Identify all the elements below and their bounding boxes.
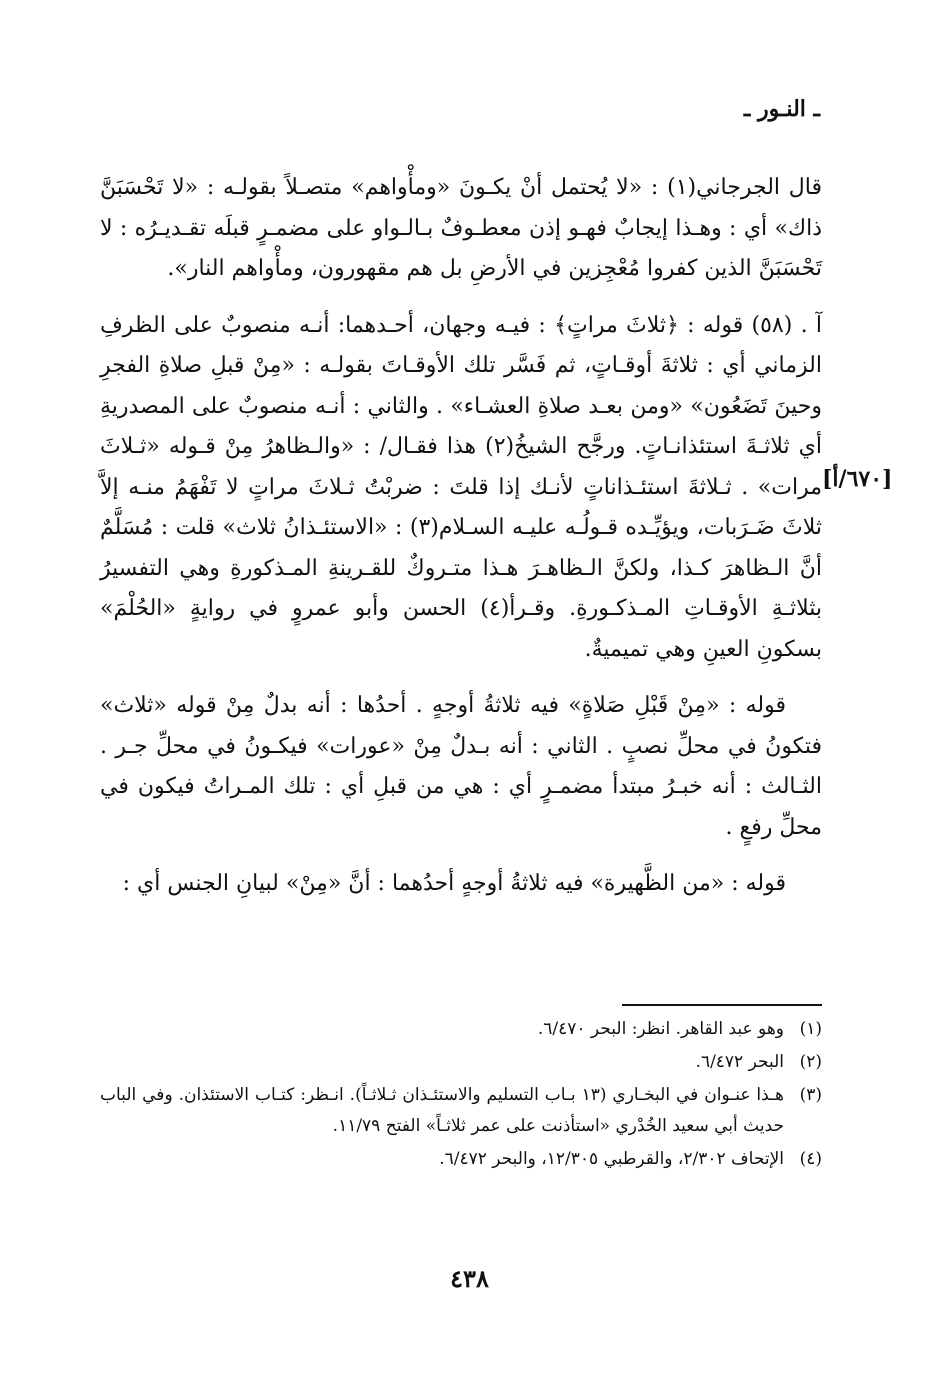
paragraph-verse-58: آ . (٥٨) قوله : ﴿ثلاثَ مراتٍ﴾ : فيـه وجهان، أحـدهما: أنـه منصوبٌ على الظرفِ الزماني أي : ثلاثةَ أوقـاتٍ، ثم فَسَّر تلك الأوقـاتَ بقولـه : «مِنْ قبلِ صلاةِ الفجرِ وحينَ تَضَعُون» «ومن بعـد صلاةِ العشـاء» . والثاني : أنـه منصوبٌ على المصدريةِ أي ثلاثـةَ استئذانـاتٍ. ورجَّح الشيخُ(٢) هذا فقـال/ : «والـظاهرُ مِنْ قـوله «ثـلاثَ مرات» . ثـلاثةَ استئـذاناتٍ لأنـك إذا قلتَ : ضربْتُ ثـلاثَ مراتٍ لا تَفْهَمُ منـه إلاَّ ثلاثَ ضَـرَبات، ويؤيِّـده قـولُـه عليـه السـلام(٣) : «الاستئـذانُ ثلاث» قلت : مُسَلَّمٌ أنَّ الـظاهرَ كـذا، ولكنَّ الـظاهـرَ هـذا متـروكٌ للقـرينةِ المـذكورةِ وهي التفسيرُ بثلاثـةِ الأوقـاتِ المـذكـورةِ. وقـرأ(٤) الحسن وأبو عمروٍ في روايةٍ «الحُلْمَ» بسكونِ العينِ وهي تميميةٌ. xyxy=(100,312,822,662)
footnote-number: (٤) xyxy=(799,1149,822,1169)
page-number: ٤٣٨ xyxy=(450,1264,489,1293)
footnote xyxy=(100,1014,822,1045)
running-header: ـ النـور ـ xyxy=(743,96,820,122)
paragraph-min-qabli-salah: قوله : «مِنْ قَبْلِ صَلاةٍ» فيه ثلاثةُ أوجهٍ . أحدُها : أنه بدلٌ مِنْ قوله «ثلاث» فتكونُ في محلِّ نصبٍ . الثاني : أنه بـدلٌ مِنْ «عورات» فيكـونُ في محلِّ جـر . الثـالث : أنه خبـرُ مبتدأ مضمـرٍ أي : هي من قبلِ أي : تلك المـراتُ فيكون في محلِّ رفعٍ . xyxy=(100,693,822,840)
footnote-text: هـذا عنـوان في البخـاري (١٣ بـاب التسليم والاستئـذان ثـلاثـاً). انـظر: كتـاب الاستئذان. وفي الباب حديث أبي سعيد الخُدْري «استأذنت على عمر ثلاثـاً» الفتح ١١/٧٩. xyxy=(100,1085,784,1136)
manuscript-folio-marker: [٦٧٠/أ] xyxy=(822,466,893,492)
footnote xyxy=(100,1080,822,1142)
paragraph-jurjani: قال الجرجاني(١) : «لا يُحتمل أنْ يكـونَ «ومأْواهم» متصـلاً بقولـه : «لا تَحْسَبَنَّ ذاك» أي : وهـذا إيجابٌ فهـو إذن معطـوفٌ بـالـواو على مضمـرٍ قبلَه تقـديـرُه : لا تَحْسَبَنَّ الذين كفروا مُعْجِزين في الأرضِ بل هم مقهورون، ومأْواهم النار». xyxy=(100,175,822,281)
footnote xyxy=(100,1144,822,1175)
footnote xyxy=(100,1047,822,1078)
main-text xyxy=(100,168,822,921)
paragraph-min-al-zahira: قوله : «من الظَّهيرة» فيه ثلاثةُ أوجهٍ أحدُهما : أنَّ «مِنْ» لبيانِ الجنس أي : xyxy=(122,871,786,896)
footnote-text: البحر ٦/٤٧٢. xyxy=(695,1052,784,1072)
footnotes xyxy=(100,1014,822,1177)
footnote-number: (٢) xyxy=(799,1052,822,1072)
footnote-number: (٣) xyxy=(799,1085,822,1105)
footnote-separator xyxy=(622,1004,822,1006)
footnote-text: وهو عبد القاهر. انظر: البحر ٦/٤٧٠. xyxy=(537,1019,784,1039)
footnote-text: الإتحاف ٢/٣٠٢، والقرطبي ١٢/٣٠٥، والبحر ٦/٤٧٢. xyxy=(439,1149,784,1169)
footnote-number: (١) xyxy=(799,1019,822,1039)
